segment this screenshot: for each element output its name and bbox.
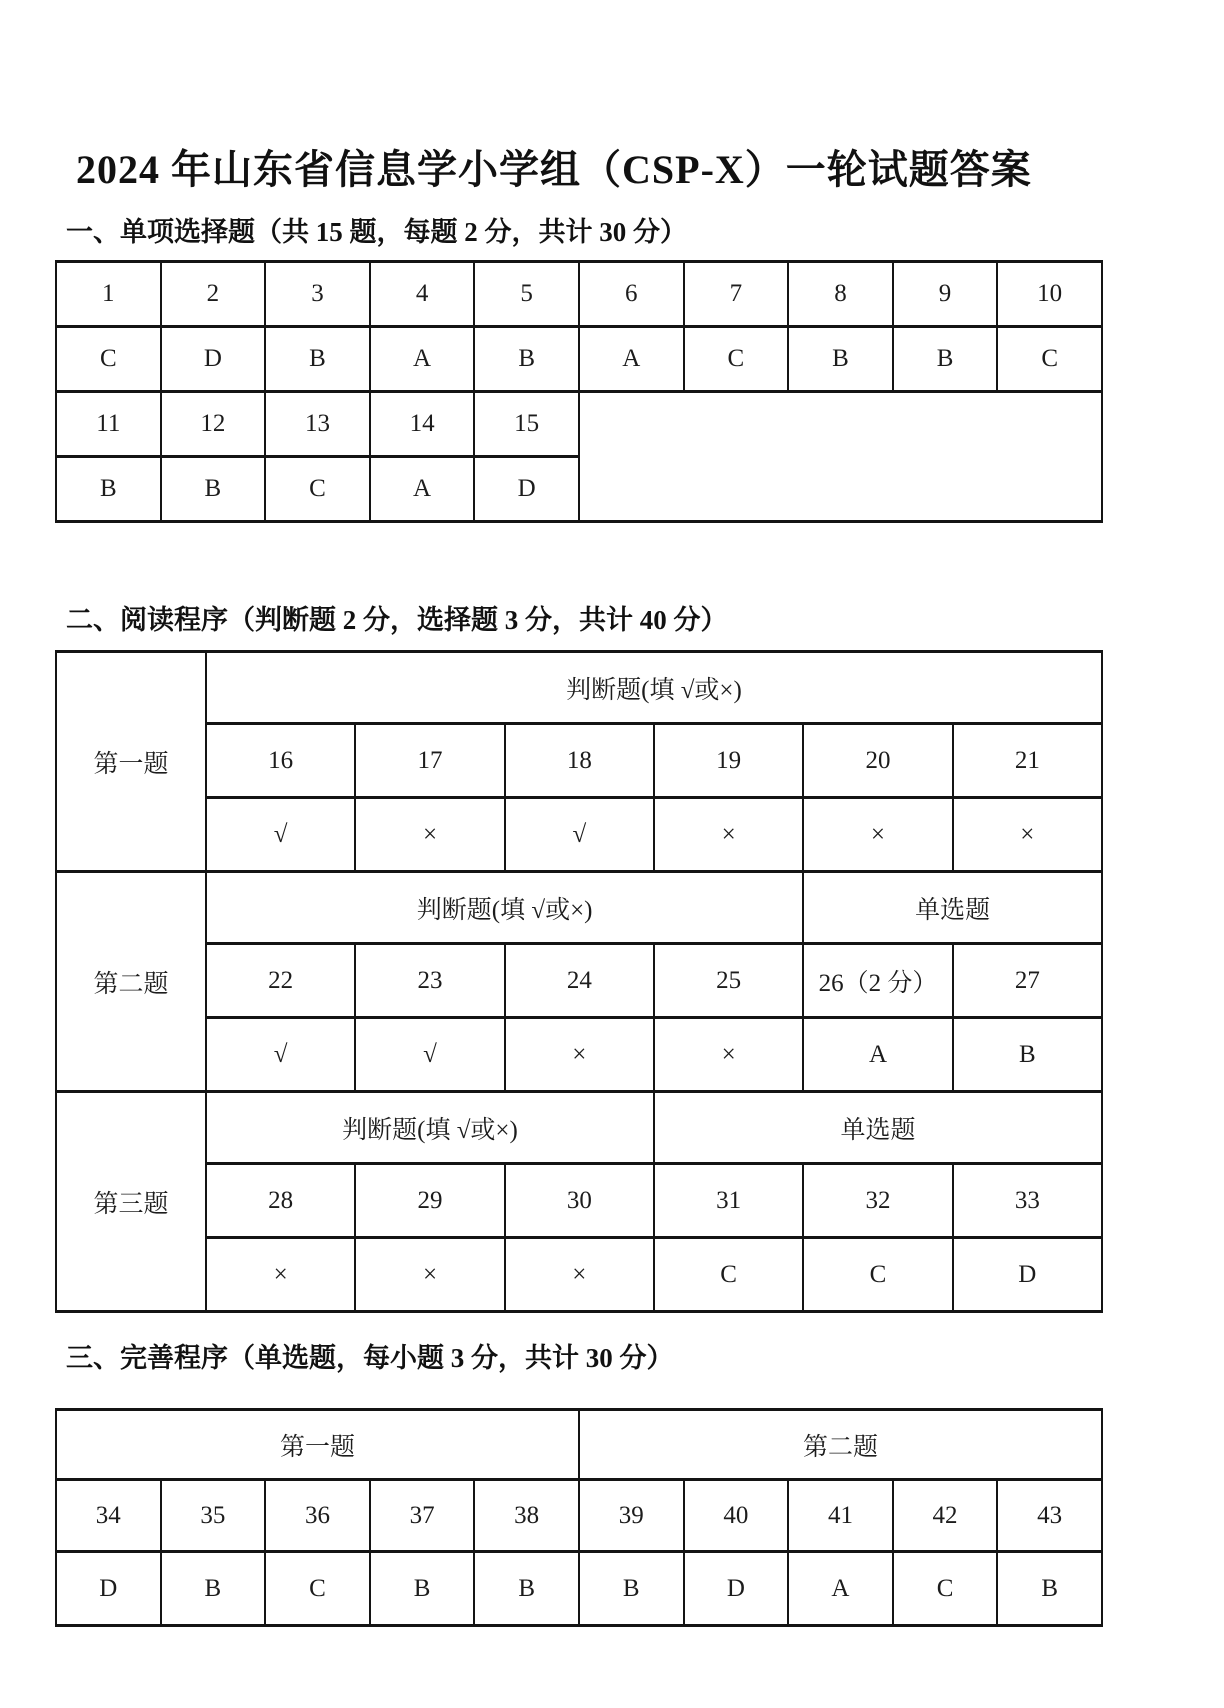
- question-number-cell: 25: [654, 944, 803, 1018]
- question-number-cell: 17: [355, 724, 504, 798]
- answer-cell: √: [206, 798, 355, 872]
- question-number-cell: 43: [997, 1480, 1102, 1552]
- question-number-cell: 24: [505, 944, 654, 1018]
- answer-cell: √: [355, 1018, 504, 1092]
- answer-cell: A: [370, 327, 475, 392]
- question-number-cell: 32: [803, 1164, 952, 1238]
- question-type-cell: 判断题(填 √或×): [206, 1092, 654, 1164]
- answer-cell: ×: [505, 1238, 654, 1312]
- question-number-cell: 28: [206, 1164, 355, 1238]
- question-number-cell: 30: [505, 1164, 654, 1238]
- question-number-cell: 34: [56, 1480, 161, 1552]
- answer-cell: C: [265, 1552, 370, 1626]
- answer-cell: C: [803, 1238, 952, 1312]
- answer-cell: B: [893, 327, 998, 392]
- question-number-cell: 20: [803, 724, 952, 798]
- answer-cell: B: [265, 327, 370, 392]
- section2-answer-table: [55, 650, 1103, 1313]
- answer-cell: D: [953, 1238, 1102, 1312]
- question-number-cell: 42: [893, 1480, 998, 1552]
- answer-cell: D: [161, 327, 266, 392]
- answer-cell: D: [474, 457, 579, 522]
- question-number-cell: 18: [505, 724, 654, 798]
- answer-cell: D: [684, 1552, 789, 1626]
- answer-cell: C: [654, 1238, 803, 1312]
- question-type-cell: 单选题: [803, 872, 1102, 944]
- answer-cell: √: [505, 798, 654, 872]
- question-number-cell: 19: [654, 724, 803, 798]
- question-label-cell: 第二题: [579, 1410, 1102, 1480]
- question-number-cell: 27: [953, 944, 1102, 1018]
- question-number-cell: 3: [265, 262, 370, 327]
- question-number-cell: 6: [579, 262, 684, 327]
- answer-cell: ×: [505, 1018, 654, 1092]
- answer-cell: B: [370, 1552, 475, 1626]
- section2-heading: 二、阅读程序（判断题 2 分，选择题 3 分，共计 40 分）: [66, 605, 728, 635]
- question-number-cell: 9: [893, 262, 998, 327]
- answer-cell: A: [370, 457, 475, 522]
- question-number-cell: 10: [997, 262, 1102, 327]
- answer-cell: B: [997, 1552, 1102, 1626]
- section1-answer-table: [55, 260, 1103, 523]
- question-number-cell: 7: [684, 262, 789, 327]
- answer-cell: √: [206, 1018, 355, 1092]
- question-number-cell: 1: [56, 262, 161, 327]
- question-label-cell: 第二题: [56, 872, 206, 1092]
- answer-cell: ×: [803, 798, 952, 872]
- answer-cell: B: [474, 1552, 579, 1626]
- answer-cell: B: [953, 1018, 1102, 1092]
- question-number-cell: 33: [953, 1164, 1102, 1238]
- question-number-cell: 38: [474, 1480, 579, 1552]
- document-title: 2024 年山东省信息学小学组（CSP-X）一轮试题答案: [76, 147, 1032, 192]
- question-number-cell: 29: [355, 1164, 504, 1238]
- answer-cell: C: [56, 327, 161, 392]
- question-number-cell: 2: [161, 262, 266, 327]
- answer-cell: C: [265, 457, 370, 522]
- question-number-cell: 40: [684, 1480, 789, 1552]
- question-number-cell: 36: [265, 1480, 370, 1552]
- answer-cell: B: [579, 1552, 684, 1626]
- question-number-cell: 41: [788, 1480, 893, 1552]
- question-number-cell: 12: [161, 392, 266, 457]
- answer-cell: C: [997, 327, 1102, 392]
- question-number-cell: 39: [579, 1480, 684, 1552]
- answer-cell: B: [56, 457, 161, 522]
- question-number-cell: 11: [56, 392, 161, 457]
- question-number-cell: 4: [370, 262, 475, 327]
- answer-cell: D: [56, 1552, 161, 1626]
- section1-heading: 一、单项选择题（共 15 题，每题 2 分，共计 30 分）: [66, 217, 687, 247]
- answer-cell: ×: [654, 1018, 803, 1092]
- question-type-cell: 判断题(填 √或×): [206, 872, 803, 944]
- question-number-cell: 21: [953, 724, 1102, 798]
- answer-cell: ×: [654, 798, 803, 872]
- question-number-cell: 8: [788, 262, 893, 327]
- answer-cell: B: [161, 1552, 266, 1626]
- question-number-cell: 26（2 分）: [803, 944, 952, 1018]
- answer-cell: ×: [355, 1238, 504, 1312]
- question-number-cell: 23: [355, 944, 504, 1018]
- question-label-cell: 第三题: [56, 1092, 206, 1312]
- question-number-cell: 13: [265, 392, 370, 457]
- blank-cell: [579, 392, 1102, 522]
- answer-cell: ×: [953, 798, 1102, 872]
- answer-cell: ×: [206, 1238, 355, 1312]
- question-label-cell: 第一题: [56, 1410, 579, 1480]
- answer-cell: C: [684, 327, 789, 392]
- section3-answer-table: [55, 1408, 1103, 1627]
- question-type-cell: 单选题: [654, 1092, 1102, 1164]
- question-number-cell: 31: [654, 1164, 803, 1238]
- answer-cell: B: [474, 327, 579, 392]
- answer-cell: B: [788, 327, 893, 392]
- question-number-cell: 15: [474, 392, 579, 457]
- answer-cell: A: [788, 1552, 893, 1626]
- section3-heading: 三、完善程序（单选题，每小题 3 分，共计 30 分）: [66, 1343, 674, 1373]
- question-number-cell: 14: [370, 392, 475, 457]
- answer-cell: A: [803, 1018, 952, 1092]
- question-number-cell: 35: [161, 1480, 266, 1552]
- question-number-cell: 16: [206, 724, 355, 798]
- answer-cell: B: [161, 457, 266, 522]
- question-number-cell: 5: [474, 262, 579, 327]
- question-label-cell: 第一题: [56, 652, 206, 872]
- answer-cell: C: [893, 1552, 998, 1626]
- question-number-cell: 22: [206, 944, 355, 1018]
- question-number-cell: 37: [370, 1480, 475, 1552]
- answer-cell: A: [579, 327, 684, 392]
- answer-cell: ×: [355, 798, 504, 872]
- question-type-cell: 判断题(填 √或×): [206, 652, 1102, 724]
